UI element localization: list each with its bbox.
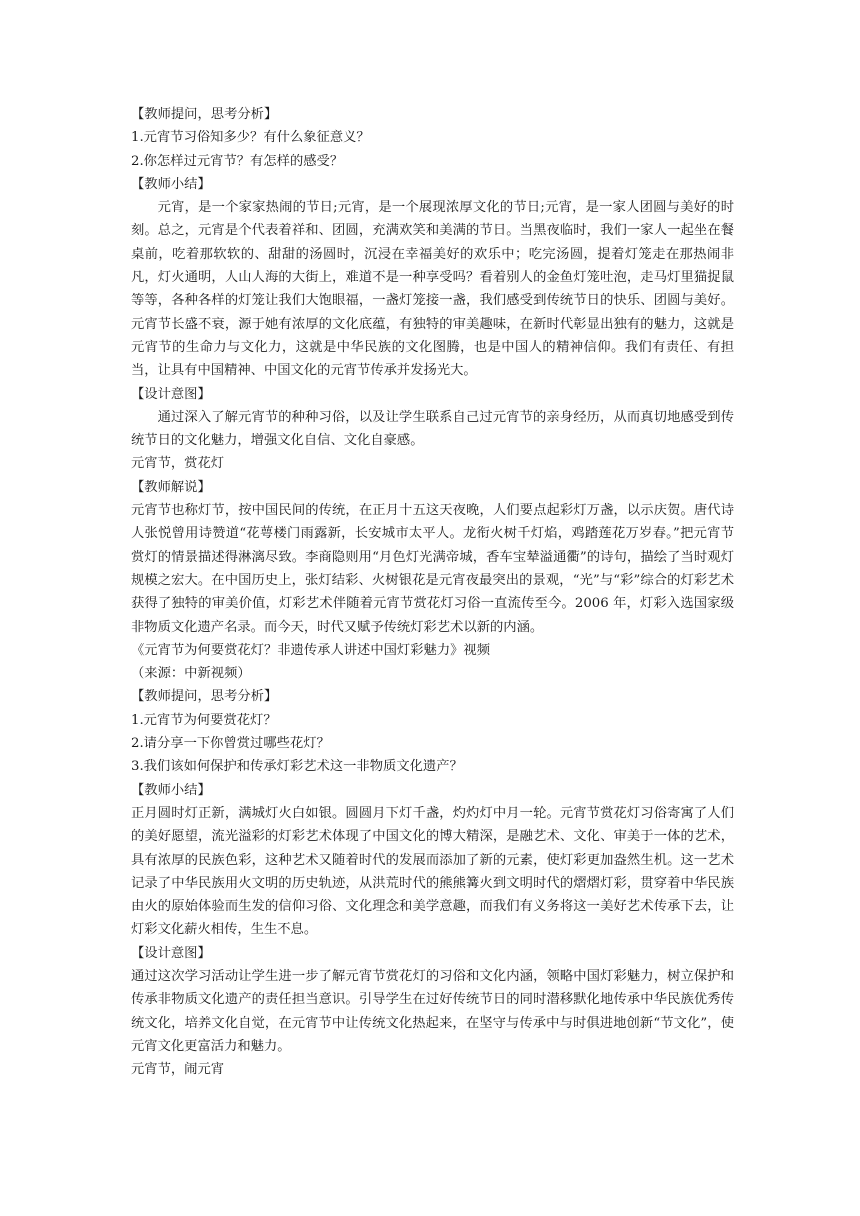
question-item: 2.请分享一下你曾赏过哪些花灯？ xyxy=(131,736,330,752)
video-title: 《元宵节为何要赏花灯？非遗传承人讲述中国灯彩魅力》视频 xyxy=(131,642,491,658)
heading-teacher-question: 【教师提问，思考分析】 xyxy=(131,689,278,705)
question-item: 3.我们该如何保护和传承灯彩艺术这一非物质文化遗产？ xyxy=(131,759,463,775)
explain-paragraph: 元宵节也称灯节，按中国民间的传统，在正月十五这天夜晚，人们要点起彩灯万盏，以示庆贺。唐代诗人张悦曾用诗赞道“花萼楼门雨露新，长安城市太平人。龙衔火树千灯焰，鸡踏莲花万岁春。”把元宵节赏灯的情景描述得淋漓尽致。李商隐则用“月色灯光满帝城，香车宝辇溢通衢”的诗句，描绘了当时观灯规模之宏大。在中国历史上，张灯结彩、火树银花是元宵夜最突出的景观，“光”与“彩”综合的灯彩艺术获得了独特的审美价值，灯彩艺术伴随着元宵节赏花灯习俗一直流传至今。2006 年，灯彩入选国家级非物质文化遗产名录。而今天，时代又赋予传统灯彩艺术以新的内涵。 xyxy=(131,503,734,635)
video-source: （来源：中新视频） xyxy=(131,666,251,682)
summary-paragraph: 正月圆时灯正新，满城灯火白如银。圆圆月下灯千盏，灼灼灯中月一轮。元宵节赏花灯习俗寄寓了人们的美好愿望，流光溢彩的灯彩艺术体现了中国文化的博大精深，是融艺术、文化、审美于一体的艺术，具有浓厚的民族色彩，这种艺术又随着时代的发展而添加了新的元素，使灯彩更加盎然生机。这一艺术记录了中华民族用火文明的历史轨迹，从洪荒时代的熊熊篝火到文明时代的熠熠灯彩，贯穿着中华民族由火的原始体验而生发的信仰习俗、文化理念和美学意趣，而我们有义务将这一美好艺术传承下去，让灯彩文化薪火相传，生生不息。 xyxy=(131,805,734,938)
summary-paragraph: 元宵，是一个家家热闹的节日;元宵，是一个展现浓厚文化的节日;元宵，是一家人团圆与美好的时刻。总之，元宵是个代表着祥和、团圆，充满欢笑和美满的节日。当黑夜临时，我们一家人一起坐在餐桌前，吃着那软软的、甜甜的汤圆时，沉浸在幸福美好的欢乐中；吃完汤圆，提着灯笼走在那热闹非凡，灯火通明，人山人海的大街上，难道不是一种享受吗？看着别人的金鱼灯笼吐泡，走马灯里猫捉鼠等等，各种各样的灯笼让我们大饱眼福，一盏灯笼接一盏，我们感受到传统节日的快乐、团圆与美好。元宵节长盛不衰，源于她有浓厚的文化底蕴，有独特的审美趣味，在新时代彰显出独有的魅力，这就是元宵节的生命力与文化力，这就是中华民族的文化图腾，也是中国人的精神信仰。我们有责任、有担当，让具有中国精神、中国文化的元宵节传承并发扬光大。 xyxy=(131,200,734,379)
design-paragraph: 通过这次学习活动让学生进一步了解元宵节赏花灯的习俗和文化内涵，领略中国灯彩魅力，树立保护和传承非物质文化遗产的责任担当意识。引导学生在过好传统节日的同时潜移默化地传承中华民族优秀传统文化，培养文化自觉，在元宵节中让传统文化热起来，在坚守与传承中与时俱进地创新“节文化”，使元宵文化更富活力和魅力。 xyxy=(131,968,734,1054)
heading-teacher-summary: 【教师小结】 xyxy=(131,782,211,798)
section-title-festival: 元宵节，闹元宵 xyxy=(131,1062,225,1078)
question-item: 1.元宵节为何要赏花灯？ xyxy=(131,712,277,728)
document-page xyxy=(131,103,734,1081)
heading-teacher-summary: 【教师小结】 xyxy=(131,176,211,192)
question-item: 2.你怎样过元宵节？有怎样的感受？ xyxy=(131,153,344,169)
design-paragraph: 通过深入了解元宵节的种种习俗，以及让学生联系自己过元宵节的亲身经历，从而真切地感受到传统节日的文化魅力，增强文化自信、文化自豪感。 xyxy=(131,409,734,449)
heading-teacher-explain: 【教师解说】 xyxy=(131,479,211,495)
heading-design-intent: 【设计意图】 xyxy=(131,386,211,402)
section-title-lantern: 元宵节，赏花灯 xyxy=(131,456,225,472)
heading-design-intent: 【设计意图】 xyxy=(131,945,211,961)
question-item: 1.元宵节习俗知多少？有什么象征意义？ xyxy=(131,130,370,146)
heading-teacher-question: 【教师提问，思考分析】 xyxy=(131,107,278,122)
